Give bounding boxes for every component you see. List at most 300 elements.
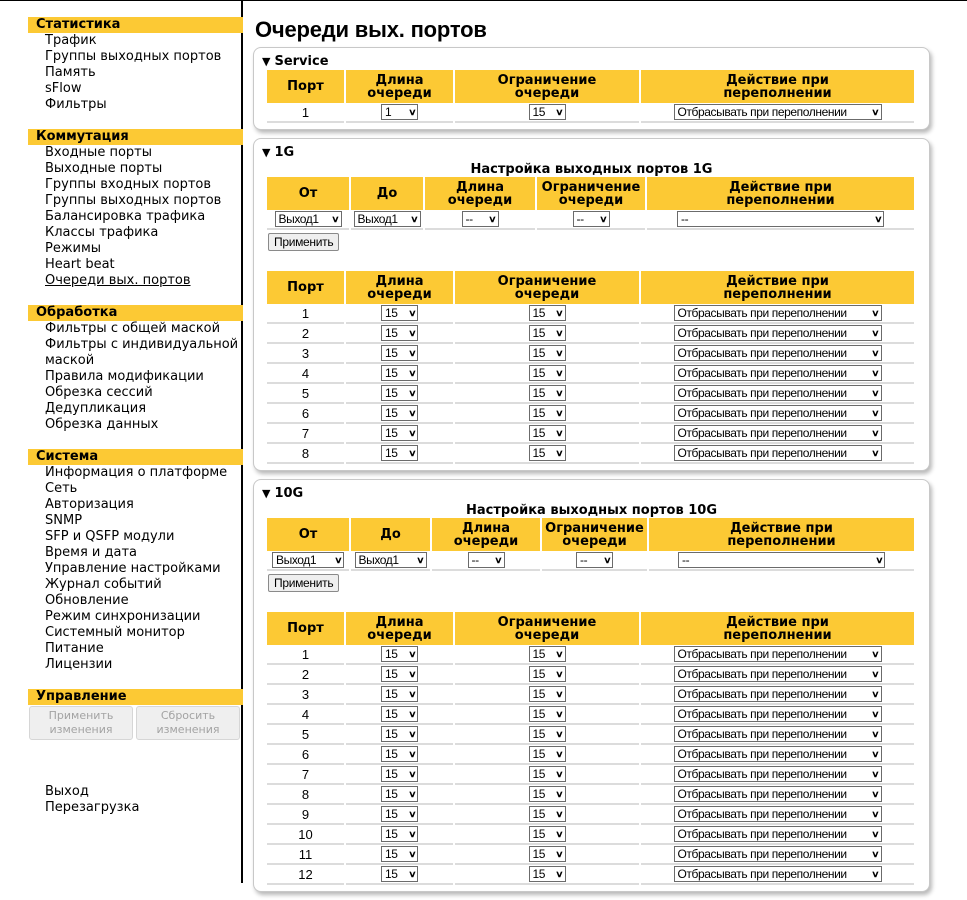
select-value: 15	[532, 105, 546, 120]
from-select[interactable]	[275, 211, 342, 227]
sidebar-item[interactable]: SNMP	[45, 513, 83, 528]
cell	[641, 364, 914, 384]
queue-limit-select[interactable]	[529, 445, 566, 461]
sidebar-item[interactable]: Сеть	[45, 481, 78, 496]
chevron-down-icon: ∨	[333, 555, 342, 566]
chevron-down-icon: ∨	[555, 869, 564, 880]
select-value: 15	[532, 366, 546, 381]
select-value: Выход1	[278, 212, 319, 227]
table-row	[267, 324, 914, 344]
sidebar-item[interactable]: Heart beat	[45, 257, 115, 272]
sidebar-section	[0, 449, 241, 673]
chevron-down-icon: ∨	[871, 348, 880, 359]
sidebar-item[interactable]: Правила модификации	[45, 369, 204, 384]
cell	[346, 785, 453, 805]
sidebar-item[interactable]: Режим синхронизации	[45, 609, 201, 624]
select-value: 15	[532, 867, 546, 882]
overflow-action-select[interactable]	[674, 305, 882, 321]
chevron-down-icon: ∨	[555, 829, 564, 840]
table-row	[267, 384, 914, 404]
col-queue-limit: Ограничение очереди	[542, 518, 647, 551]
select-value: 15	[532, 707, 546, 722]
chevron-down-icon: ∨	[871, 308, 880, 319]
overflow-action-select[interactable]	[674, 686, 882, 702]
chevron-down-icon: ∨	[871, 769, 880, 780]
cell	[455, 825, 639, 845]
queue-length-select[interactable]	[381, 646, 418, 662]
col-to: До	[351, 177, 423, 210]
cell	[641, 765, 914, 785]
chevron-down-icon: ∨	[555, 809, 564, 820]
management-buttons	[29, 706, 241, 740]
apply-button[interactable]: Применить	[268, 574, 339, 592]
cell	[346, 705, 453, 725]
cell	[346, 685, 453, 705]
queue-limit-select[interactable]	[529, 305, 566, 321]
queue-length-select[interactable]	[381, 305, 418, 321]
col-from: От	[267, 518, 349, 551]
bulk-settings-table	[265, 177, 916, 230]
queue-limit-select[interactable]	[529, 345, 566, 361]
sidebar-item[interactable]: Выходные порты	[45, 161, 163, 176]
col-to: До	[351, 518, 430, 551]
cell	[455, 364, 639, 384]
port-number: 2	[267, 324, 344, 344]
select-value: 15	[532, 406, 546, 421]
select-value: 15	[532, 807, 546, 822]
select-value: Отбрасывать при переполнении	[677, 867, 847, 882]
sidebar-item[interactable]: Обрезка данных	[45, 417, 159, 432]
select-value: 15	[385, 426, 398, 441]
chevron-down-icon: ∨	[407, 709, 416, 720]
queue-limit-select[interactable]	[529, 866, 566, 882]
chevron-down-icon: ∨	[407, 809, 416, 820]
col-queue-limit: Ограничение очереди	[455, 70, 639, 103]
chevron-down-icon: ∨	[407, 789, 416, 800]
select-value: 1	[385, 105, 392, 120]
col-queue-limit: Ограничение очереди	[455, 271, 639, 304]
overflow-action-select[interactable]	[674, 786, 882, 802]
sidebar-item[interactable]: sFlow	[45, 81, 82, 96]
overflow-action-select[interactable]	[674, 425, 882, 441]
select-value: Отбрасывать при переполнении	[677, 306, 847, 321]
chevron-down-icon: ∨	[555, 709, 564, 720]
cell	[455, 665, 639, 685]
chevron-down-icon: ∨	[407, 729, 416, 740]
chevron-down-icon: ∨	[407, 428, 416, 439]
select-value: --	[580, 553, 588, 568]
queue-limit-select[interactable]	[529, 826, 566, 842]
table-row	[267, 785, 914, 805]
cell	[641, 685, 914, 705]
cell	[455, 705, 639, 725]
select-value: Отбрасывать при переполнении	[677, 807, 847, 822]
queue-limit-select[interactable]	[529, 766, 566, 782]
sidebar-section-header: Управление	[28, 689, 243, 705]
queue-limit-select[interactable]	[529, 706, 566, 722]
col-queue-length: Длина очереди	[346, 70, 453, 103]
table-row	[267, 364, 914, 384]
apply-button[interactable]: Применить	[268, 233, 339, 251]
queue-length-select[interactable]	[381, 104, 418, 120]
sidebar-item[interactable]: Очереди вых. портов	[45, 273, 191, 288]
sidebar-item[interactable]: Информация о платформе	[45, 465, 228, 480]
panel-toggle[interactable]	[262, 54, 916, 70]
apply-changes-button[interactable]: Применить изменения	[29, 706, 133, 740]
select-value: 15	[385, 687, 398, 702]
select-value: Отбрасывать при переполнении	[677, 787, 847, 802]
chevron-down-icon: ∨	[407, 388, 416, 399]
panel-title: 1G	[274, 145, 295, 160]
chevron-down-icon: ∨	[407, 669, 416, 680]
select-value: Отбрасывать при переполнении	[677, 827, 847, 842]
sidebar-item[interactable]: Режимы	[45, 241, 102, 256]
queue-length-select[interactable]	[381, 726, 418, 742]
sidebar-item[interactable]: Фильтры с общей маской	[45, 321, 221, 336]
cell	[346, 845, 453, 865]
cell	[641, 825, 914, 845]
queue-length-select[interactable]	[381, 806, 418, 822]
select-value: 15	[385, 847, 398, 862]
sidebar-extra	[0, 784, 241, 816]
sidebar-item[interactable]: Балансировка трафика	[45, 209, 206, 224]
port-number: 7	[267, 424, 344, 444]
header-row	[267, 518, 914, 551]
sidebar-section	[0, 17, 241, 113]
port-number: 5	[267, 725, 344, 745]
select-value: 15	[532, 346, 546, 361]
overflow-action-select[interactable]	[674, 365, 882, 381]
sidebar-item[interactable]: Системный монитор	[45, 625, 185, 640]
chevron-down-icon: ∨	[871, 809, 880, 820]
cell	[641, 865, 914, 885]
chevron-down-icon: ∨	[555, 408, 564, 419]
sidebar-item[interactable]: Дедупликация	[45, 401, 147, 416]
chevron-down-icon: ∨	[555, 328, 564, 339]
queue-limit-select[interactable]	[529, 365, 566, 381]
port-number: 3	[267, 685, 344, 705]
cell	[351, 551, 430, 571]
queue-limit-select[interactable]	[529, 846, 566, 862]
chevron-down-icon: ∨	[407, 107, 416, 118]
col-port: Порт	[267, 70, 344, 103]
select-value: 15	[385, 406, 398, 421]
queue-length-select[interactable]	[381, 746, 418, 762]
overflow-action-select[interactable]	[677, 211, 884, 227]
main-content	[253, 0, 967, 900]
port-number: 12	[267, 865, 344, 885]
overflow-action-select[interactable]	[674, 104, 882, 120]
queue-limit-select[interactable]	[529, 325, 566, 341]
select-value: 15	[532, 647, 546, 662]
sidebar-item[interactable]: Фильтры с индивидуальной маской	[45, 337, 239, 368]
chevron-down-icon: ∨	[871, 328, 880, 339]
col-overflow-action: Действие при переполнении	[649, 518, 914, 551]
sidebar-item[interactable]: Время и дата	[45, 545, 138, 560]
overflow-action-select[interactable]	[674, 746, 882, 762]
triangle-down-icon: ▼	[262, 55, 271, 68]
cell	[346, 344, 453, 364]
chevron-down-icon: ∨	[488, 214, 497, 225]
port-number: 4	[267, 364, 344, 384]
cell	[537, 210, 645, 230]
queue-length-select[interactable]	[462, 211, 499, 227]
port-number: 9	[267, 805, 344, 825]
chevron-down-icon: ∨	[407, 849, 416, 860]
sidebar-item[interactable]: Трафик	[45, 33, 97, 48]
overflow-action-select[interactable]	[674, 646, 882, 662]
select-value: Отбрасывать при переполнении	[677, 747, 847, 762]
sidebar-item[interactable]: Входные порты	[45, 145, 152, 160]
overflow-action-select[interactable]	[674, 846, 882, 862]
sidebar-item[interactable]: Обновление	[45, 593, 129, 608]
panel-toggle[interactable]	[262, 486, 916, 502]
chevron-down-icon: ∨	[555, 649, 564, 660]
sidebar-section-header: Коммутация	[28, 129, 243, 145]
sidebar	[0, 0, 243, 883]
sidebar-item[interactable]: Лицензии	[45, 657, 113, 672]
cell	[641, 344, 914, 364]
queue-length-select[interactable]	[381, 766, 418, 782]
table-row	[267, 304, 914, 324]
select-value: 15	[385, 446, 398, 461]
sidebar-item[interactable]: Авторизация	[45, 497, 134, 512]
cell	[346, 324, 453, 344]
overflow-action-select[interactable]	[674, 445, 882, 461]
queue-limit-select[interactable]	[529, 806, 566, 822]
chevron-down-icon: ∨	[555, 689, 564, 700]
cell	[647, 210, 914, 230]
chevron-down-icon: ∨	[602, 555, 611, 566]
chevron-down-icon: ∨	[555, 769, 564, 780]
select-value: 15	[532, 446, 546, 461]
select-value: 15	[532, 827, 546, 842]
logout-link[interactable]: Выход	[45, 784, 89, 799]
triangle-down-icon: ▼	[262, 146, 271, 159]
select-value: 15	[385, 647, 398, 662]
chevron-down-icon: ∨	[555, 789, 564, 800]
reboot-link[interactable]: Перезагрузка	[45, 800, 140, 815]
queue-length-select[interactable]	[381, 405, 418, 421]
port-number: 7	[267, 765, 344, 785]
select-value: 15	[385, 727, 398, 742]
reset-changes-button[interactable]: Сбросить изменения	[136, 706, 240, 740]
chevron-down-icon: ∨	[555, 669, 564, 680]
to-select[interactable]	[355, 552, 427, 568]
queue-limit-select[interactable]	[529, 726, 566, 742]
chevron-down-icon: ∨	[555, 308, 564, 319]
chevron-down-icon: ∨	[871, 428, 880, 439]
sidebar-item[interactable]: Журнал событий	[45, 577, 162, 592]
table-row	[267, 845, 914, 865]
sidebar-item[interactable]: Питание	[45, 641, 104, 656]
queue-limit-select[interactable]	[529, 686, 566, 702]
queue-limit-select[interactable]	[529, 385, 566, 401]
table-row	[267, 645, 914, 665]
queue-length-select[interactable]	[381, 365, 418, 381]
select-value: --	[465, 212, 473, 227]
col-from: От	[267, 177, 349, 210]
chevron-down-icon: ∨	[871, 729, 880, 740]
queue-limit-select[interactable]	[529, 646, 566, 662]
port-number: 8	[267, 785, 344, 805]
sidebar-item[interactable]: Группы выходных портов	[45, 49, 222, 64]
queue-limit-select[interactable]	[576, 552, 613, 568]
queue-limit-select[interactable]	[529, 104, 566, 120]
queue-length-select[interactable]	[381, 826, 418, 842]
select-value: 15	[532, 747, 546, 762]
select-value: Отбрасывать при переполнении	[677, 426, 847, 441]
cell	[455, 685, 639, 705]
chevron-down-icon: ∨	[407, 649, 416, 660]
overflow-action-select[interactable]	[674, 826, 882, 842]
cell	[641, 705, 914, 725]
port-number: 2	[267, 665, 344, 685]
queue-length-select[interactable]	[381, 385, 418, 401]
queue-limit-select[interactable]	[529, 786, 566, 802]
sidebar-item[interactable]: Группы выходных портов	[45, 193, 222, 208]
overflow-action-select[interactable]	[674, 325, 882, 341]
cell	[432, 551, 540, 571]
sidebar-section	[0, 129, 241, 289]
port-number: 1	[267, 645, 344, 665]
chevron-down-icon: ∨	[871, 749, 880, 760]
panel-1g	[253, 138, 930, 471]
cell	[455, 785, 639, 805]
overflow-action-select[interactable]	[674, 706, 882, 722]
sidebar-item[interactable]: SFP и QSFP модули	[45, 529, 175, 544]
col-queue-length: Длина очереди	[346, 271, 453, 304]
select-value: 15	[532, 667, 546, 682]
cell	[455, 324, 639, 344]
to-select[interactable]	[354, 211, 421, 227]
queue-limit-select[interactable]	[573, 211, 610, 227]
chevron-down-icon: ∨	[555, 348, 564, 359]
port-number: 5	[267, 384, 344, 404]
sidebar-item[interactable]: Память	[45, 65, 96, 80]
col-overflow-action: Действие при переполнении	[641, 271, 914, 304]
queue-limit-select[interactable]	[529, 405, 566, 421]
select-value: Отбрасывать при переполнении	[677, 707, 847, 722]
panel-title: 10G	[274, 486, 304, 501]
queue-length-select[interactable]	[381, 445, 418, 461]
overflow-action-select[interactable]	[674, 385, 882, 401]
sidebar-item[interactable]: Классы трафика	[45, 225, 159, 240]
queue-length-select[interactable]	[381, 345, 418, 361]
select-value: --	[471, 553, 479, 568]
chevron-down-icon: ∨	[555, 849, 564, 860]
overflow-action-select[interactable]	[674, 405, 882, 421]
header-row	[267, 271, 914, 304]
cell	[346, 665, 453, 685]
table-row	[267, 685, 914, 705]
queue-length-select[interactable]	[381, 706, 418, 722]
sidebar-item[interactable]: Управление настройками	[45, 561, 221, 576]
queue-limit-select[interactable]	[529, 746, 566, 762]
overflow-action-select[interactable]	[674, 806, 882, 822]
queue-limit-select[interactable]	[529, 666, 566, 682]
from-select[interactable]	[272, 552, 344, 568]
sidebar-section-header: Статистика	[28, 17, 243, 33]
header-row	[267, 70, 914, 103]
cell	[641, 444, 914, 464]
cell	[346, 444, 453, 464]
select-value: 15	[385, 306, 398, 321]
queue-length-select[interactable]	[381, 786, 418, 802]
chevron-down-icon: ∨	[331, 214, 340, 225]
cell	[346, 424, 453, 444]
cell	[346, 384, 453, 404]
col-queue-limit: Ограничение очереди	[537, 177, 645, 210]
cell	[346, 805, 453, 825]
select-value: 15	[532, 326, 546, 341]
sidebar-item[interactable]: Фильтры	[45, 97, 107, 112]
queue-length-select[interactable]	[468, 552, 505, 568]
col-queue-length: Длина очереди	[346, 612, 453, 645]
select-value: 15	[532, 426, 546, 441]
queue-length-select[interactable]	[381, 686, 418, 702]
sidebar-item[interactable]: Обрезка сессий	[45, 385, 153, 400]
chevron-down-icon: ∨	[871, 669, 880, 680]
port-number: 10	[267, 825, 344, 845]
ports-table	[265, 612, 916, 885]
select-value: Отбрасывать при переполнении	[677, 366, 847, 381]
overflow-action-select[interactable]	[674, 726, 882, 742]
table-row	[267, 344, 914, 364]
cell	[346, 865, 453, 885]
cell	[346, 765, 453, 785]
header-row	[267, 177, 914, 210]
queue-length-select[interactable]	[381, 425, 418, 441]
panel-toggle[interactable]	[262, 145, 916, 161]
table-row	[267, 103, 914, 123]
select-value: --	[681, 212, 689, 227]
queue-length-select[interactable]	[381, 325, 418, 341]
cell	[455, 845, 639, 865]
chevron-down-icon: ∨	[871, 709, 880, 720]
cell	[641, 384, 914, 404]
overflow-action-select[interactable]	[674, 666, 882, 682]
queue-limit-select[interactable]	[529, 425, 566, 441]
cell	[455, 304, 639, 324]
cell	[346, 725, 453, 745]
overflow-action-select[interactable]	[674, 766, 882, 782]
queue-length-select[interactable]	[381, 666, 418, 682]
table-row	[267, 444, 914, 464]
port-number: 6	[267, 745, 344, 765]
sidebar-item[interactable]: Группы входных портов	[45, 177, 212, 192]
cell	[346, 103, 453, 123]
overflow-action-select[interactable]	[674, 345, 882, 361]
queue-length-select[interactable]	[381, 866, 418, 882]
table-row	[267, 705, 914, 725]
overflow-action-select[interactable]	[674, 866, 882, 882]
cell	[455, 404, 639, 424]
table-row	[267, 825, 914, 845]
bulk-row	[267, 210, 914, 230]
bulk-row	[267, 551, 914, 571]
chevron-down-icon: ∨	[874, 555, 883, 566]
select-value: 15	[385, 827, 398, 842]
table-row	[267, 865, 914, 885]
overflow-action-select[interactable]	[678, 552, 885, 568]
table-row	[267, 805, 914, 825]
chevron-down-icon: ∨	[871, 107, 880, 118]
sidebar-section-header: Система	[28, 449, 243, 465]
chevron-down-icon: ∨	[871, 649, 880, 660]
queue-length-select[interactable]	[381, 846, 418, 862]
col-port: Порт	[267, 271, 344, 304]
